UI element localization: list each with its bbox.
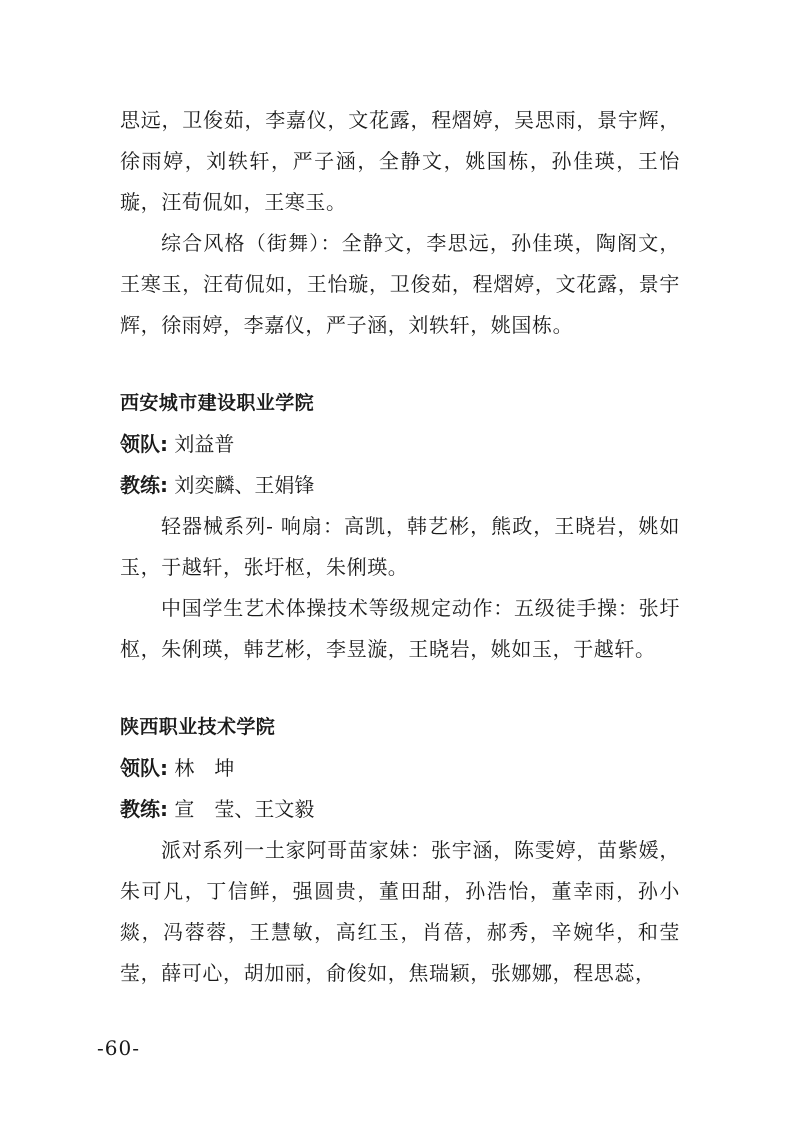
street-dance-paragraph: 综合风格（街舞）：全静文，李思远，孙佳瑛，陶阁文，王寒玉，汪荀侃如，王怡璇，卫俊茹，程熠婷，文花露，景宇辉，徐雨婷，李嘉仪，严子涵，刘轶轩，姚国栋。 [120, 231, 680, 337]
leader-line [120, 748, 680, 789]
entry-paragraph: 派对系列一土家阿哥苗家妹：张宇涵，陈雯婷，苗紫媛，朱可凡，丁信鲜，强圆贵，董田甜，孙浩怡，董幸雨，孙小燚，冯蓉蓉，王慧敏，高红玉，肖蓓，郝秀，辛婉华，和莹莹，薛可心，胡加丽，俞俊如，焦瑞颖，张娜娜，程思蕊， [120, 838, 680, 985]
coach-value: 宣 莹、王文毅 [174, 797, 315, 821]
document-page [120, 100, 680, 994]
coach-line [120, 465, 680, 506]
leader-label: 领队: [120, 756, 168, 780]
entry-paragraph: 中国学生艺术体操技术等级规定动作：五级徒手操：张圩枢，朱俐瑛，韩艺彬，李昱漩，王晓岩，姚如玉，于越轩。 [120, 596, 680, 661]
coach-label: 教练: [120, 797, 168, 821]
school-heading: 西安城市建设职业学院 [120, 392, 315, 414]
leader-label: 领队: [120, 432, 168, 456]
school-heading: 陕西职业技术学院 [120, 716, 276, 738]
leader-line [120, 424, 680, 465]
page-number: -60- [97, 1036, 140, 1060]
coach-line [120, 789, 680, 830]
names-paragraph: 思远，卫俊茹，李嘉仪，文花露，程熠婷，吴思雨，景宇辉，徐雨婷，刘轶轩，严子涵，全静文，姚国栋，孙佳瑛，王怡璇，汪荀侃如，王寒玉。 [120, 108, 680, 214]
entry-paragraph: 轻器械系列- 响扇：高凯，韩艺彬，熊政，王晓岩，姚如玉，于越轩，张圩枢，朱俐瑛。 [120, 514, 680, 579]
coach-label: 教练: [120, 473, 168, 497]
leader-value: 刘益普 [174, 432, 235, 456]
coach-value: 刘奕麟、王娟锋 [174, 473, 315, 497]
leader-value: 林 坤 [174, 756, 235, 780]
